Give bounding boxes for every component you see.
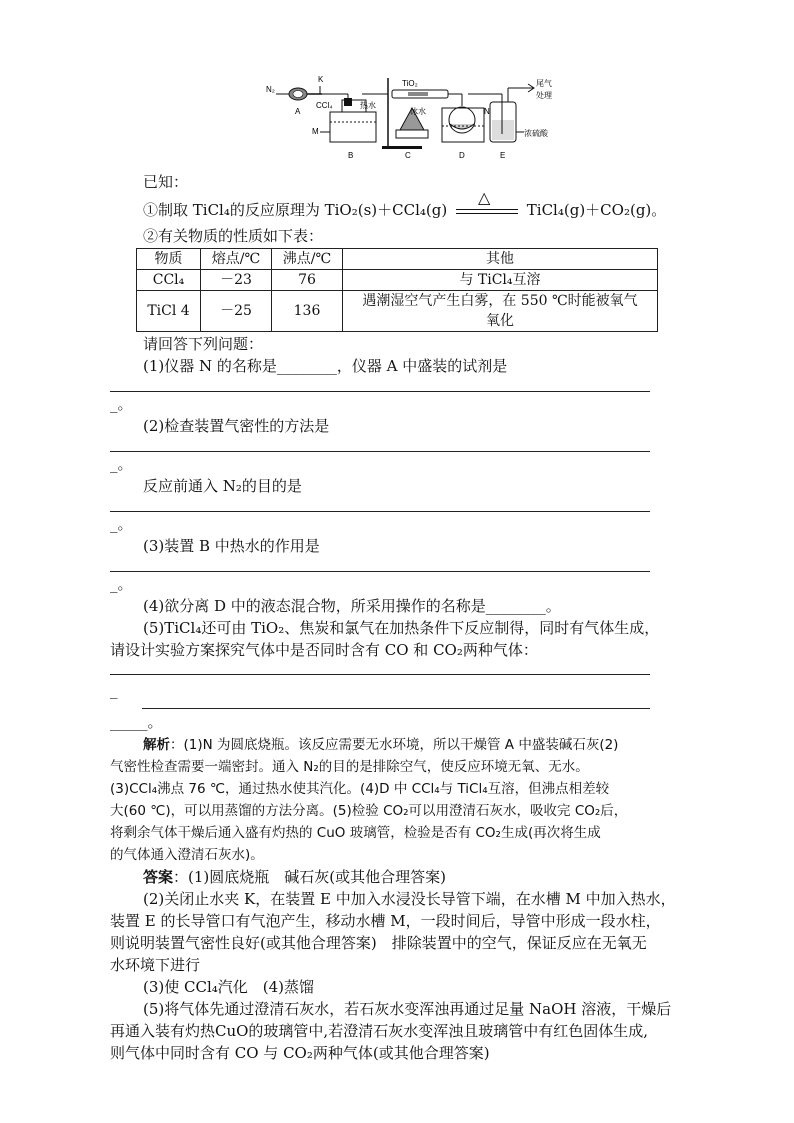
answer-tail: _ [110, 681, 118, 699]
apparatus-diagram [262, 72, 592, 164]
answer-line[interactable] [110, 451, 650, 452]
answer-block-line: (3)使 CCl₄汽化 (4)蒸馏 [143, 978, 315, 996]
answer-label: 答案 [143, 868, 174, 886]
analysis-label: 解析 [143, 737, 170, 753]
analysis-line: 气密性检查需要一端密封。通入 N₂的目的是排除空气，使反应环境无氧、无水。 [110, 759, 589, 775]
label-ccl4: CCl₄ [316, 101, 333, 110]
label-d: D [459, 151, 465, 160]
answer-block-line: 则气体中同时含有 CO 与 CO₂两种气体(或其他合理答案) [110, 1044, 490, 1062]
answer-block-line: 再通入装有灼热CuO的玻璃管中,若澄清石灰水变浑浊且玻璃管中有红色固体生成, [110, 1022, 648, 1040]
properties-table [136, 248, 658, 332]
answer-block-line: 则说明装置气密性良好(或其他合理答案) 排除装置中的空气，保证反应在无氧无 [110, 934, 647, 952]
cell-substance: CCl₄ [137, 270, 201, 291]
answer-tail: _。 [110, 515, 133, 533]
question-3: (3)装置 B 中热水的作用是 [143, 537, 320, 555]
answer-line[interactable] [110, 511, 650, 512]
questions-intro: 请回答下列问题： [143, 335, 264, 353]
analysis-text: ：(1)N 为圆底烧瓶。该反应需要无水环境，所以干燥管 A 中盛装碱石灰(2) [170, 737, 619, 753]
reaction-prefix: ①制取 TiCl₄的反应原理为 TiO₂(s)＋CCl₄(g) [143, 201, 448, 219]
answer-text: ：(1)圆底烧瓶 碱石灰(或其他合理答案) [173, 868, 446, 886]
heat-triangle: △ [478, 188, 491, 207]
reaction-line [143, 188, 667, 220]
question-2: (2)检查装置气密性的方法是 [143, 417, 330, 435]
known-heading: 已知： [143, 173, 189, 191]
table-row [137, 291, 658, 332]
label-tail-gas-2: 处理 [536, 91, 552, 100]
table-row [137, 270, 658, 291]
label-b: B [348, 151, 354, 160]
cell-melting: －25 [201, 291, 272, 332]
answer-block-line: (5)将气体先通过澄清石灰水，若石灰水变浑浊再通过足量 NaOH 溶液，干燥后 [143, 1000, 672, 1018]
cell-other-line2: 氧化 [486, 313, 514, 329]
table-header-row [137, 249, 658, 270]
answer-line[interactable] [110, 674, 650, 675]
header-other: 其他 [343, 249, 658, 270]
cell-other [343, 291, 658, 332]
label-a: A [295, 107, 301, 116]
reaction-condition [456, 188, 518, 220]
label-m: M [312, 127, 319, 136]
question-5b: 请设计实验方案探究气体中是否同时含有 CO 和 CO₂两种气体： [110, 641, 538, 659]
analysis-line: (3)CCl₄沸点 76 ℃，通过热水使其汽化。(4)D 中 CCl₄与 TiCl₄互溶，但沸点相差较 [110, 781, 610, 797]
label-tail-gas-1: 尾气 [536, 79, 552, 88]
label-n2: N₂ [266, 85, 275, 94]
equals-sign-2 [456, 213, 518, 214]
label-hot-water: 热水 [360, 101, 376, 110]
answer-tail: _。 [110, 395, 133, 413]
answer-line[interactable] [142, 708, 650, 709]
label-k: K [318, 75, 324, 84]
answer-block-line: 装置 E 的长导管口有气泡产生，移动水槽 M，一段时间后，导管中形成一段水柱， [110, 912, 661, 930]
answer-block-line [143, 866, 446, 888]
answer-line[interactable] [110, 571, 650, 572]
label-ice-water: 冰水 [410, 107, 426, 116]
equals-sign [456, 209, 518, 210]
label-c: C [405, 151, 411, 160]
analysis-line: 的气体通入澄清石灰水)。 [110, 847, 264, 863]
cell-melting: －23 [201, 270, 272, 291]
answer-line[interactable] [110, 391, 650, 392]
label-e: E [500, 151, 506, 160]
cell-boiling: 76 [272, 270, 343, 291]
question-2b: 反应前通入 N₂的目的是 [143, 477, 302, 495]
answer-block-line: (2)关闭止水夹 K，在装置 E 中加入水浸没长导管下端，在水槽 M 中加入热水， [143, 890, 676, 908]
header-substance: 物质 [137, 249, 201, 270]
cell-boiling: 136 [272, 291, 343, 332]
label-acid: 浓硫酸 [524, 129, 548, 138]
question-4: (4)欲分离 D 中的液态混合物，所采用操作的名称是________。 [143, 597, 561, 615]
reaction-suffix: TiCl₄(g)＋CO₂(g)。 [526, 201, 667, 219]
table-intro: ②有关物质的性质如下表： [143, 227, 324, 245]
question-5a: (5)TiCl₄还可由 TiO₂、焦炭和氯气在加热条件下反应制得，同时有气体生成， [143, 619, 660, 637]
question-1: (1)仪器 N 的名称是________，仪器 A 中盛装的试剂是 [143, 357, 508, 375]
answer-tail: _。 [110, 455, 133, 473]
label-n: N [484, 107, 490, 116]
analysis-line [143, 734, 618, 756]
analysis-line: 大(60 ℃)，可以用蒸馏的方法分离。(5)检验 CO₂可以用澄清石灰水，吸收完 CO₂后， [110, 803, 628, 819]
answer-tail: _。 [110, 575, 133, 593]
cell-other: 与 TiCl₄互溶 [343, 270, 658, 291]
analysis-line: 将剩余气体干燥后通入盛有灼热的 CuO 玻璃管，检验是否有 CO₂生成(再次将生成 [110, 825, 601, 841]
cell-substance: TiCl 4 [137, 291, 201, 332]
header-melting: 熔点/℃ [201, 249, 272, 270]
header-boiling: 沸点/℃ [272, 249, 343, 270]
answer-block-line: 水环境下进行 [110, 956, 201, 974]
answer-tail: _____。 [110, 713, 163, 731]
label-tio2: TiO₂ [402, 79, 418, 88]
cell-other-line1: 遇潮湿空气产生白雾，在 550 ℃时能被氧气 [362, 293, 638, 309]
